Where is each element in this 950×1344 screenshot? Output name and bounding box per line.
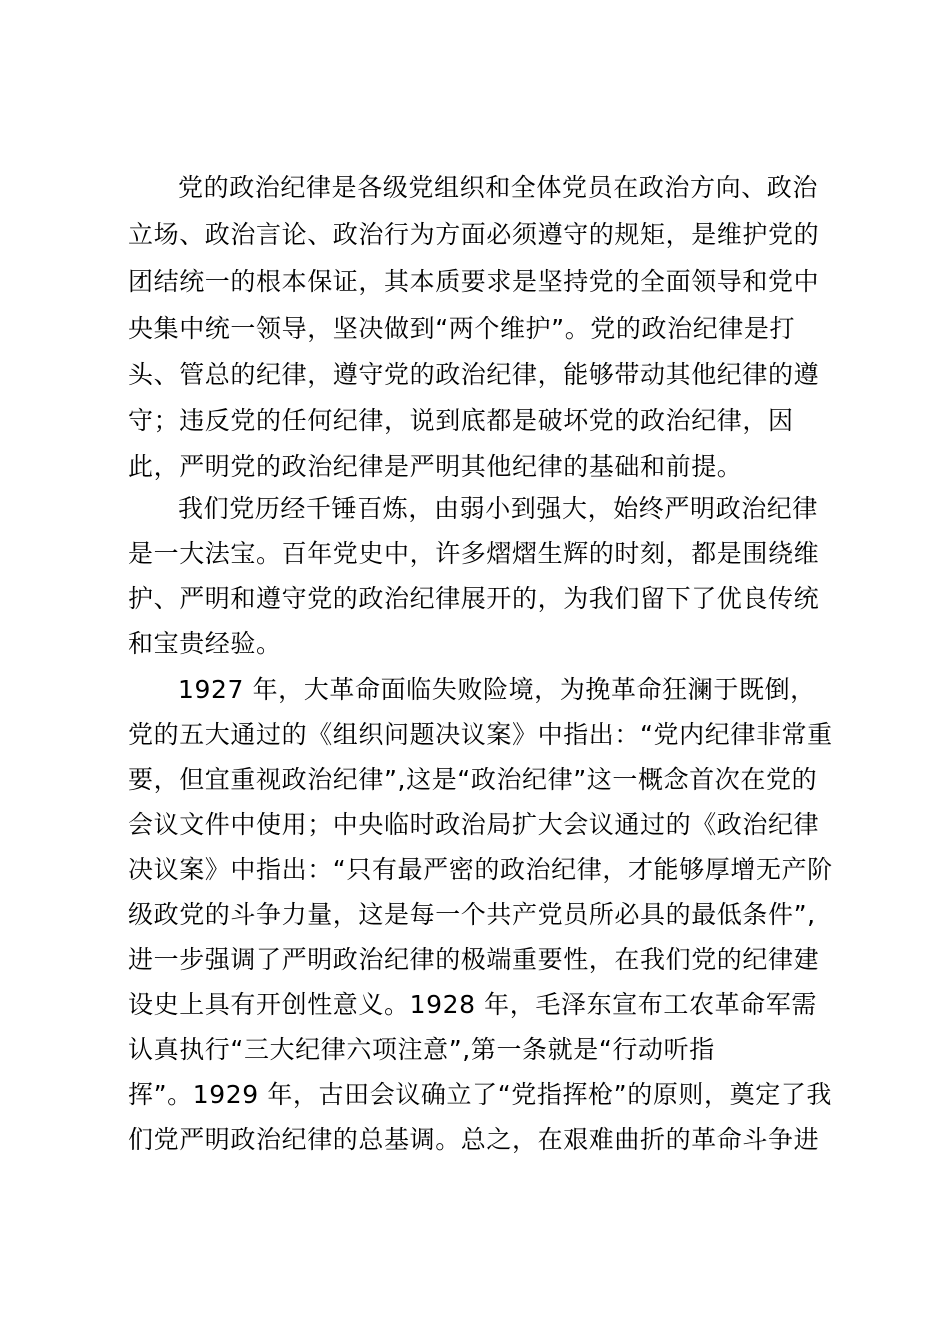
text-line: 立场、政治言论、政治行为方面必须遵守的规矩，是维护党的 (128, 220, 820, 249)
text-line: 决议案》中指出：“只有最严密的政治纪律，才能够厚增无产阶 (128, 855, 833, 884)
text-line: 央集中统一领导，坚决做到“两个维护”。党的政治纪律是打 (128, 314, 796, 343)
text-line: 认真执行“三大纪律六项注意”,第一条就是“行动听指 (128, 1035, 715, 1064)
text-line: 头、管总的纪律，遵守党的政治纪律，能够带动其他纪律的遵 (128, 360, 820, 389)
text-line: 会议文件中使用；中央临时政治局扩大会议通过的《政治纪律 (128, 810, 820, 839)
text-line: 1927 年，大革命面临失败险境，为挽革命狂澜于既倒， (178, 675, 816, 704)
text-line: 党的政治纪律是各级党组织和全体党员在政治方向、政治 (178, 173, 819, 202)
text-line: 挥”。1929 年，古田会议确立了“党指挥枪”的原则，奠定了我 (128, 1080, 833, 1109)
text-line: 守；违反党的任何纪律，说到底都是破坏党的政治纪律，因 (128, 406, 794, 435)
text-line: 要，但宜重视政治纪律”,这是“政治纪律”这一概念首次在党的 (128, 765, 818, 794)
text-line: 和宝贵经验。 (128, 629, 282, 658)
text-line: 级政党的斗争力量，这是每一个共产党员所必具的最低条件”, (128, 900, 816, 929)
text-line: 设史上具有开创性意义。1928 年，毛泽东宣布工农革命军需 (128, 990, 817, 1019)
text-line: 我们党历经千锤百炼，由弱小到强大，始终严明政治纪律 (178, 494, 819, 523)
text-line: 们党严明政治纪律的总基调。总之，在艰难曲折的革命斗争进 (128, 1125, 820, 1154)
text-line: 此，严明党的政治纪律是严明其他纪律的基础和前提。 (128, 452, 743, 481)
text-line: 团结统一的根本保证，其本质要求是坚持党的全面领导和党中 (128, 267, 820, 296)
text-line: 党的五大通过的《组织问题决议案》中指出：“党内纪律非常重 (128, 720, 833, 749)
text-line: 进一步强调了严明政治纪律的极端重要性，在我们党的纪律建 (128, 945, 820, 974)
text-line: 护、严明和遵守党的政治纪律展开的，为我们留下了优良传统 (128, 584, 820, 613)
text-line: 是一大法宝。百年党史中，许多熠熠生辉的时刻，都是围绕维 (128, 539, 820, 568)
